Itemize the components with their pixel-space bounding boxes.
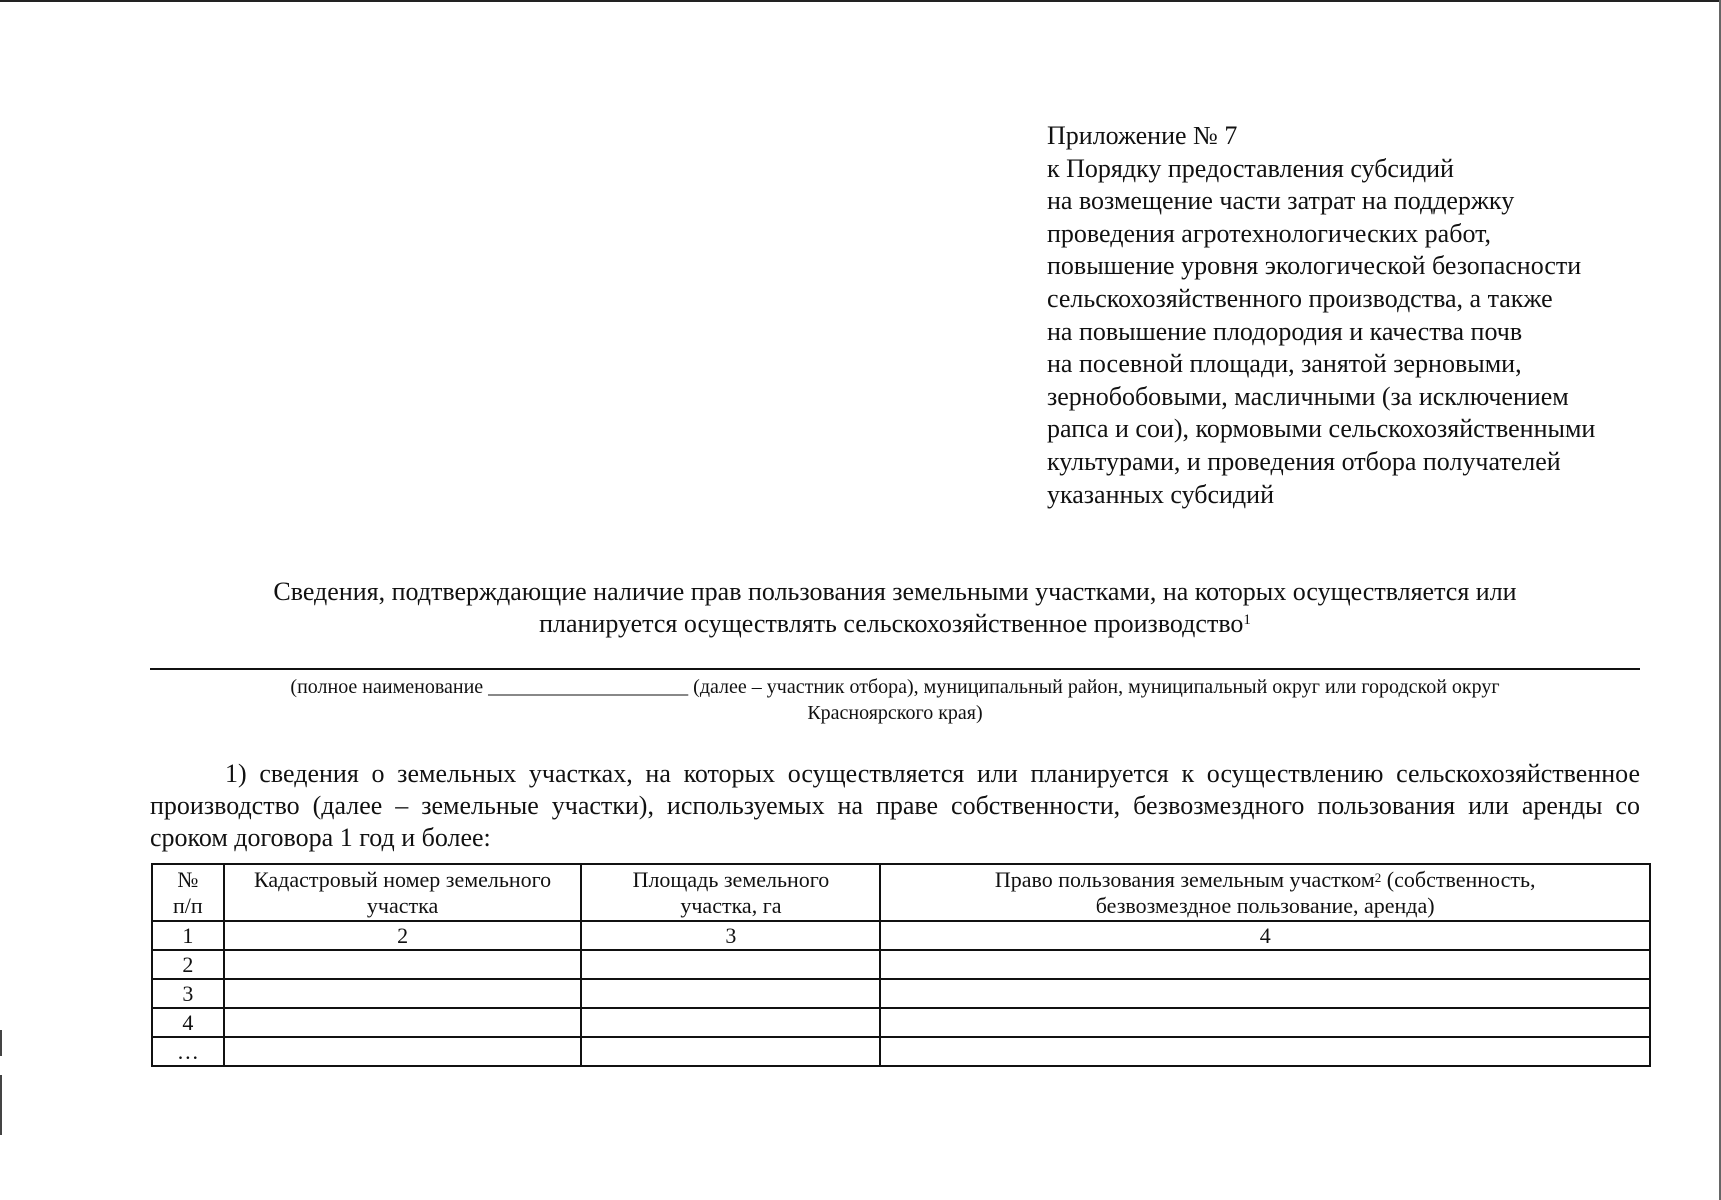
header-right-of-use: Право пользования земельным участком$^2$ (собственность, безвозмездное пользование, аренда) [880, 864, 1650, 921]
table-cell: 3 [581, 921, 880, 950]
caption-line-1: (полное наименование ____________________ (далее – участник отбора), муниципальный район, муниципальный округ или городской округ [290, 676, 1500, 698]
table-cell [880, 979, 1650, 1008]
table-row [152, 1037, 1650, 1066]
appendix-line: рапса и сои), кормовыми сельскохозяйственными [1047, 414, 1596, 444]
table-cell: 3 [152, 979, 224, 1008]
appendix-line: повышение уровня экологической безопасности [1047, 251, 1582, 281]
appendix-line: сельскохозяйственного производства, а также [1047, 283, 1553, 313]
appendix-line: указанных субсидий [1047, 479, 1274, 509]
table-cell [581, 950, 880, 979]
table-row [152, 921, 1650, 950]
title-footnote-mark: 1 [1243, 612, 1251, 628]
page-top-border [0, 0, 1721, 2]
appendix-line: к Порядку предоставления субсидий [1047, 153, 1454, 183]
appendix-line: зернобобовыми, масличными (за исключением [1047, 381, 1569, 411]
table-cell [224, 950, 582, 979]
table-cell [581, 1008, 880, 1037]
name-fill-line [150, 668, 1640, 670]
appendix-line: проведения агротехнологических работ, [1047, 218, 1492, 248]
title-line-2-text: планируется осуществлять сельскохозяйственное производство [539, 609, 1244, 638]
title-line-1: Сведения, подтверждающие наличие прав пользования земельными участками, на которых осуществляется или [273, 577, 1517, 606]
table-cell [224, 979, 582, 1008]
table-cell [880, 950, 1650, 979]
name-caption [150, 674, 1640, 726]
table-cell: 2 [224, 921, 582, 950]
header-number: № п/п [152, 864, 224, 921]
appendix-line: на повышение плодородия и качества почв [1047, 316, 1523, 346]
table-header-row [152, 864, 1650, 921]
table-cell: 1 [152, 921, 224, 950]
table-row [152, 1008, 1650, 1037]
table-cell [880, 1008, 1650, 1037]
appendix-line: на возмещение части затрат на поддержку [1047, 186, 1515, 216]
table-cell [581, 979, 880, 1008]
document-title [150, 576, 1640, 640]
table-cell [581, 1037, 880, 1066]
header-footnote-mark: 2 [1374, 869, 1382, 885]
table-row [152, 979, 1650, 1008]
land-plots-table [151, 863, 1651, 1067]
caption-line-2: Красноярского края) [807, 702, 983, 724]
table-cell [224, 1037, 582, 1066]
appendix-header [1047, 120, 1707, 511]
table-cell [880, 1037, 1650, 1066]
scan-edge-mark [0, 1075, 2, 1135]
title-line-2 [150, 608, 1640, 640]
table-cell: 4 [880, 921, 1650, 950]
table-cell: 4 [152, 1008, 224, 1037]
section-1-paragraph: 1) сведения о земельных участках, на которых осуществляется или планируется к осуществлению сельскохозяйственное производство (далее – земельные участки), используемых на праве собственности, безвозмездного пользования или аренды со сроком договора 1 год и более: [150, 759, 1640, 852]
table-cell: … [152, 1037, 224, 1066]
appendix-line: культурами, и проведения отбора получателей [1047, 446, 1561, 476]
scan-edge-mark [0, 1030, 2, 1056]
table-row [152, 950, 1650, 979]
header-cadastral-number: Кадастровый номер земельного участка [224, 864, 582, 921]
appendix-line: Приложение № 7 [1047, 121, 1238, 150]
appendix-line: на посевной площади, занятой зерновыми, [1047, 349, 1522, 379]
table-cell [224, 1008, 582, 1037]
table-cell: 2 [152, 950, 224, 979]
header-area: Площадь земельного участка, га [581, 864, 880, 921]
